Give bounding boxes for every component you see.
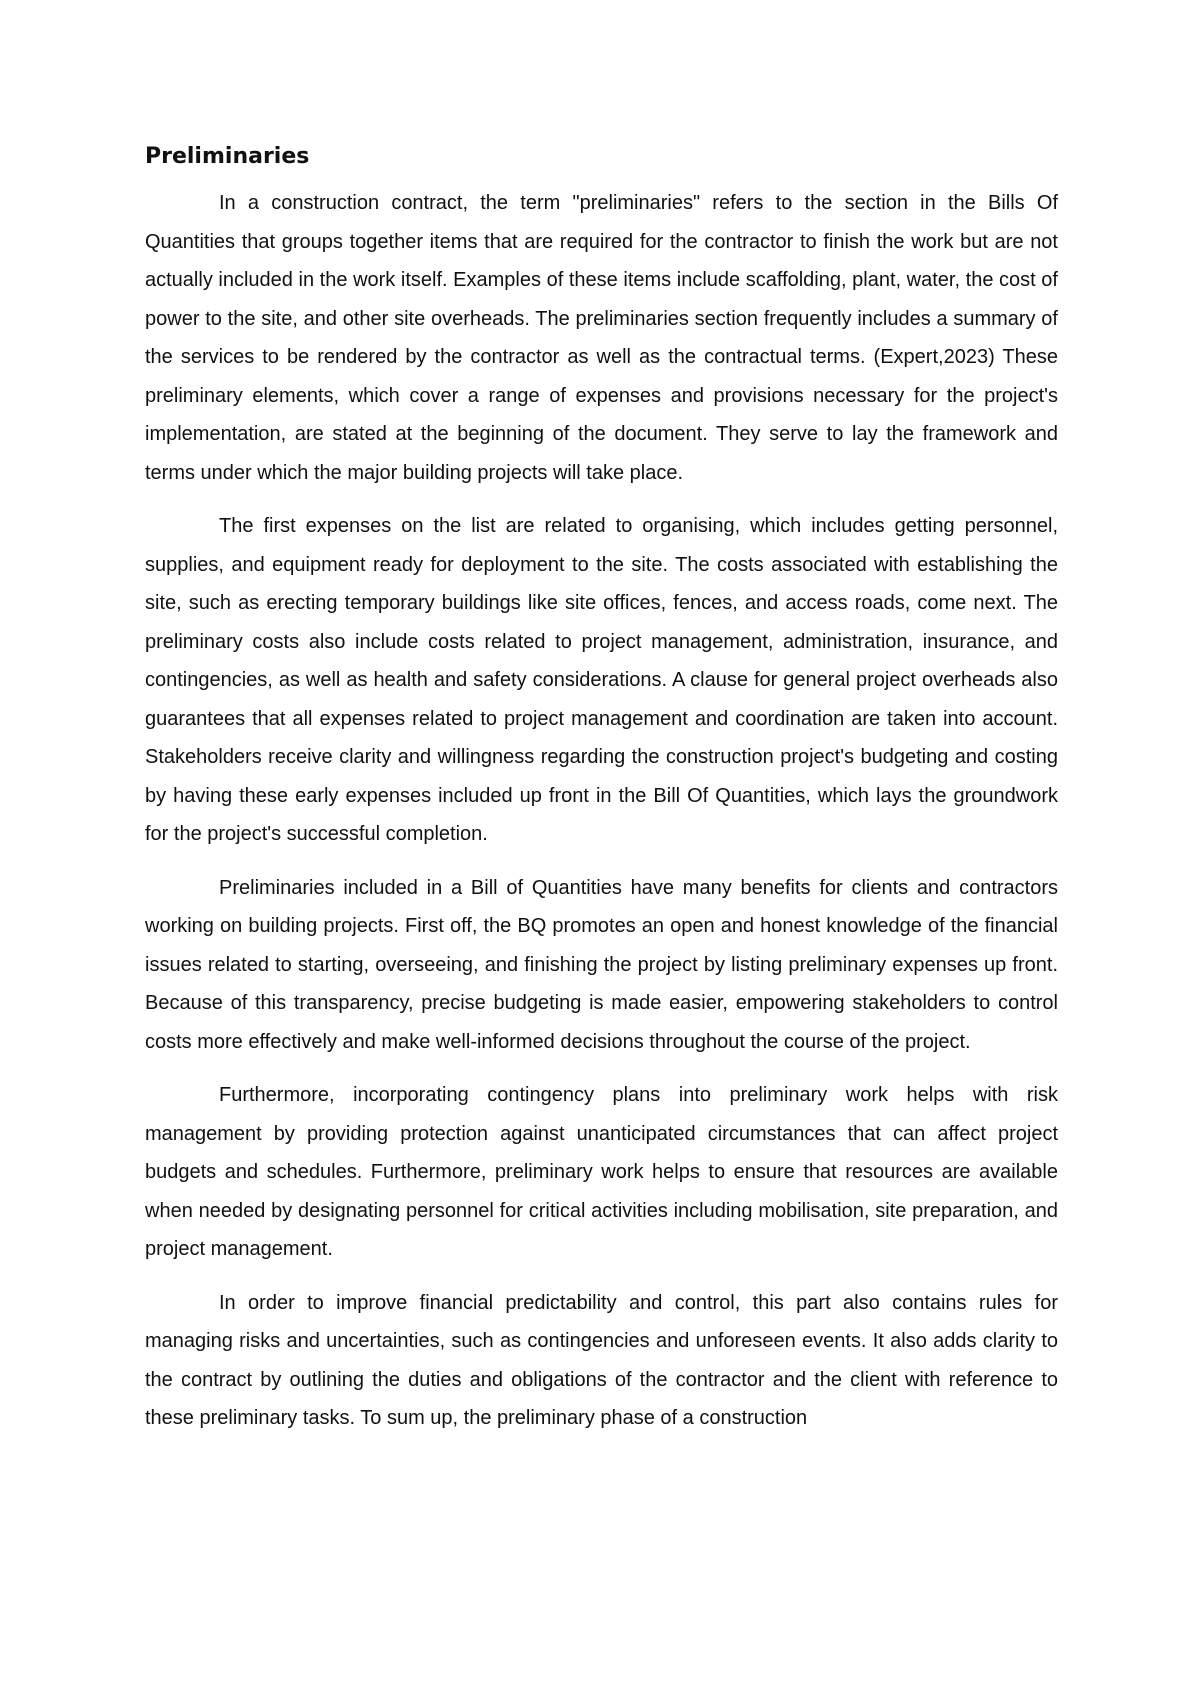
paragraph-financial-control: In order to improve financial predictability and control, this part also contains rules for managing risks and uncertainties, such as contingencies and unforeseen events. It also adds clarity to the contract by outlining the duties and obligations of the contractor and the client with reference to these preliminary tasks. To sum up, the preliminary phase of a construction: [145, 1291, 1058, 1429]
section-heading: Preliminaries: [145, 144, 310, 169]
document-body: [145, 142, 1058, 1453]
paragraph-benefits: Preliminaries included in a Bill of Quantities have many benefits for clients and contractors working on building projects. First off, the BQ promotes an open and honest knowledge of the financial issues related to starting, overseeing, and finishing the project by listing preliminary expenses up front. Because of this transparency, precise budgeting is made easier, empowering stakeholders to control costs more effectively and make well-informed decisions throughout the course of the project.: [145, 876, 1058, 1053]
paragraph-expenses: The first expenses on the list are related to organising, which includes getting personnel, supplies, and equipment ready for deployment to the site. The costs associated with establishing the site, such as erecting temporary buildings like site offices, fences, and access roads, come next. The preliminary costs also include costs related to project management, administration, insurance, and contingencies, as well as health and safety considerations. A clause for general project overheads also guarantees that all expenses related to project management and coordination are taken into account. Stakeholders receive clarity and willingness regarding the construction project's budgeting and costing by having these early expenses included up front in the Bill Of Quantities, which lays the groundwork for the project's successful completion.: [145, 515, 1058, 845]
paragraph-risk-management: Furthermore, incorporating contingency plans into preliminary work helps with risk management by providing protection against unanticipated circumstances that can affect project budgets and schedules. Furthermore, preliminary work helps to ensure that resources are available when needed by designating personnel for critical activities including mobilisation, site preparation, and project management.: [145, 1084, 1058, 1260]
paragraph-definition: In a construction contract, the term "preliminaries" refers to the section in the Bills Of Quantities that groups together items that are required for the contractor to finish the work but are not actually included in the work itself. Examples of these items include scaffolding, plant, water, the cost of power to the site, and other site overheads. The preliminaries section frequently includes a summary of the services to be rendered by the contractor as well as the contractual terms. (Expert,2023) These preliminary elements, which cover a range of expenses and provisions necessary for the project's implementation, are stated at the beginning of the document. They serve to lay the framework and terms under which the major building projects will take place.: [145, 192, 1058, 484]
